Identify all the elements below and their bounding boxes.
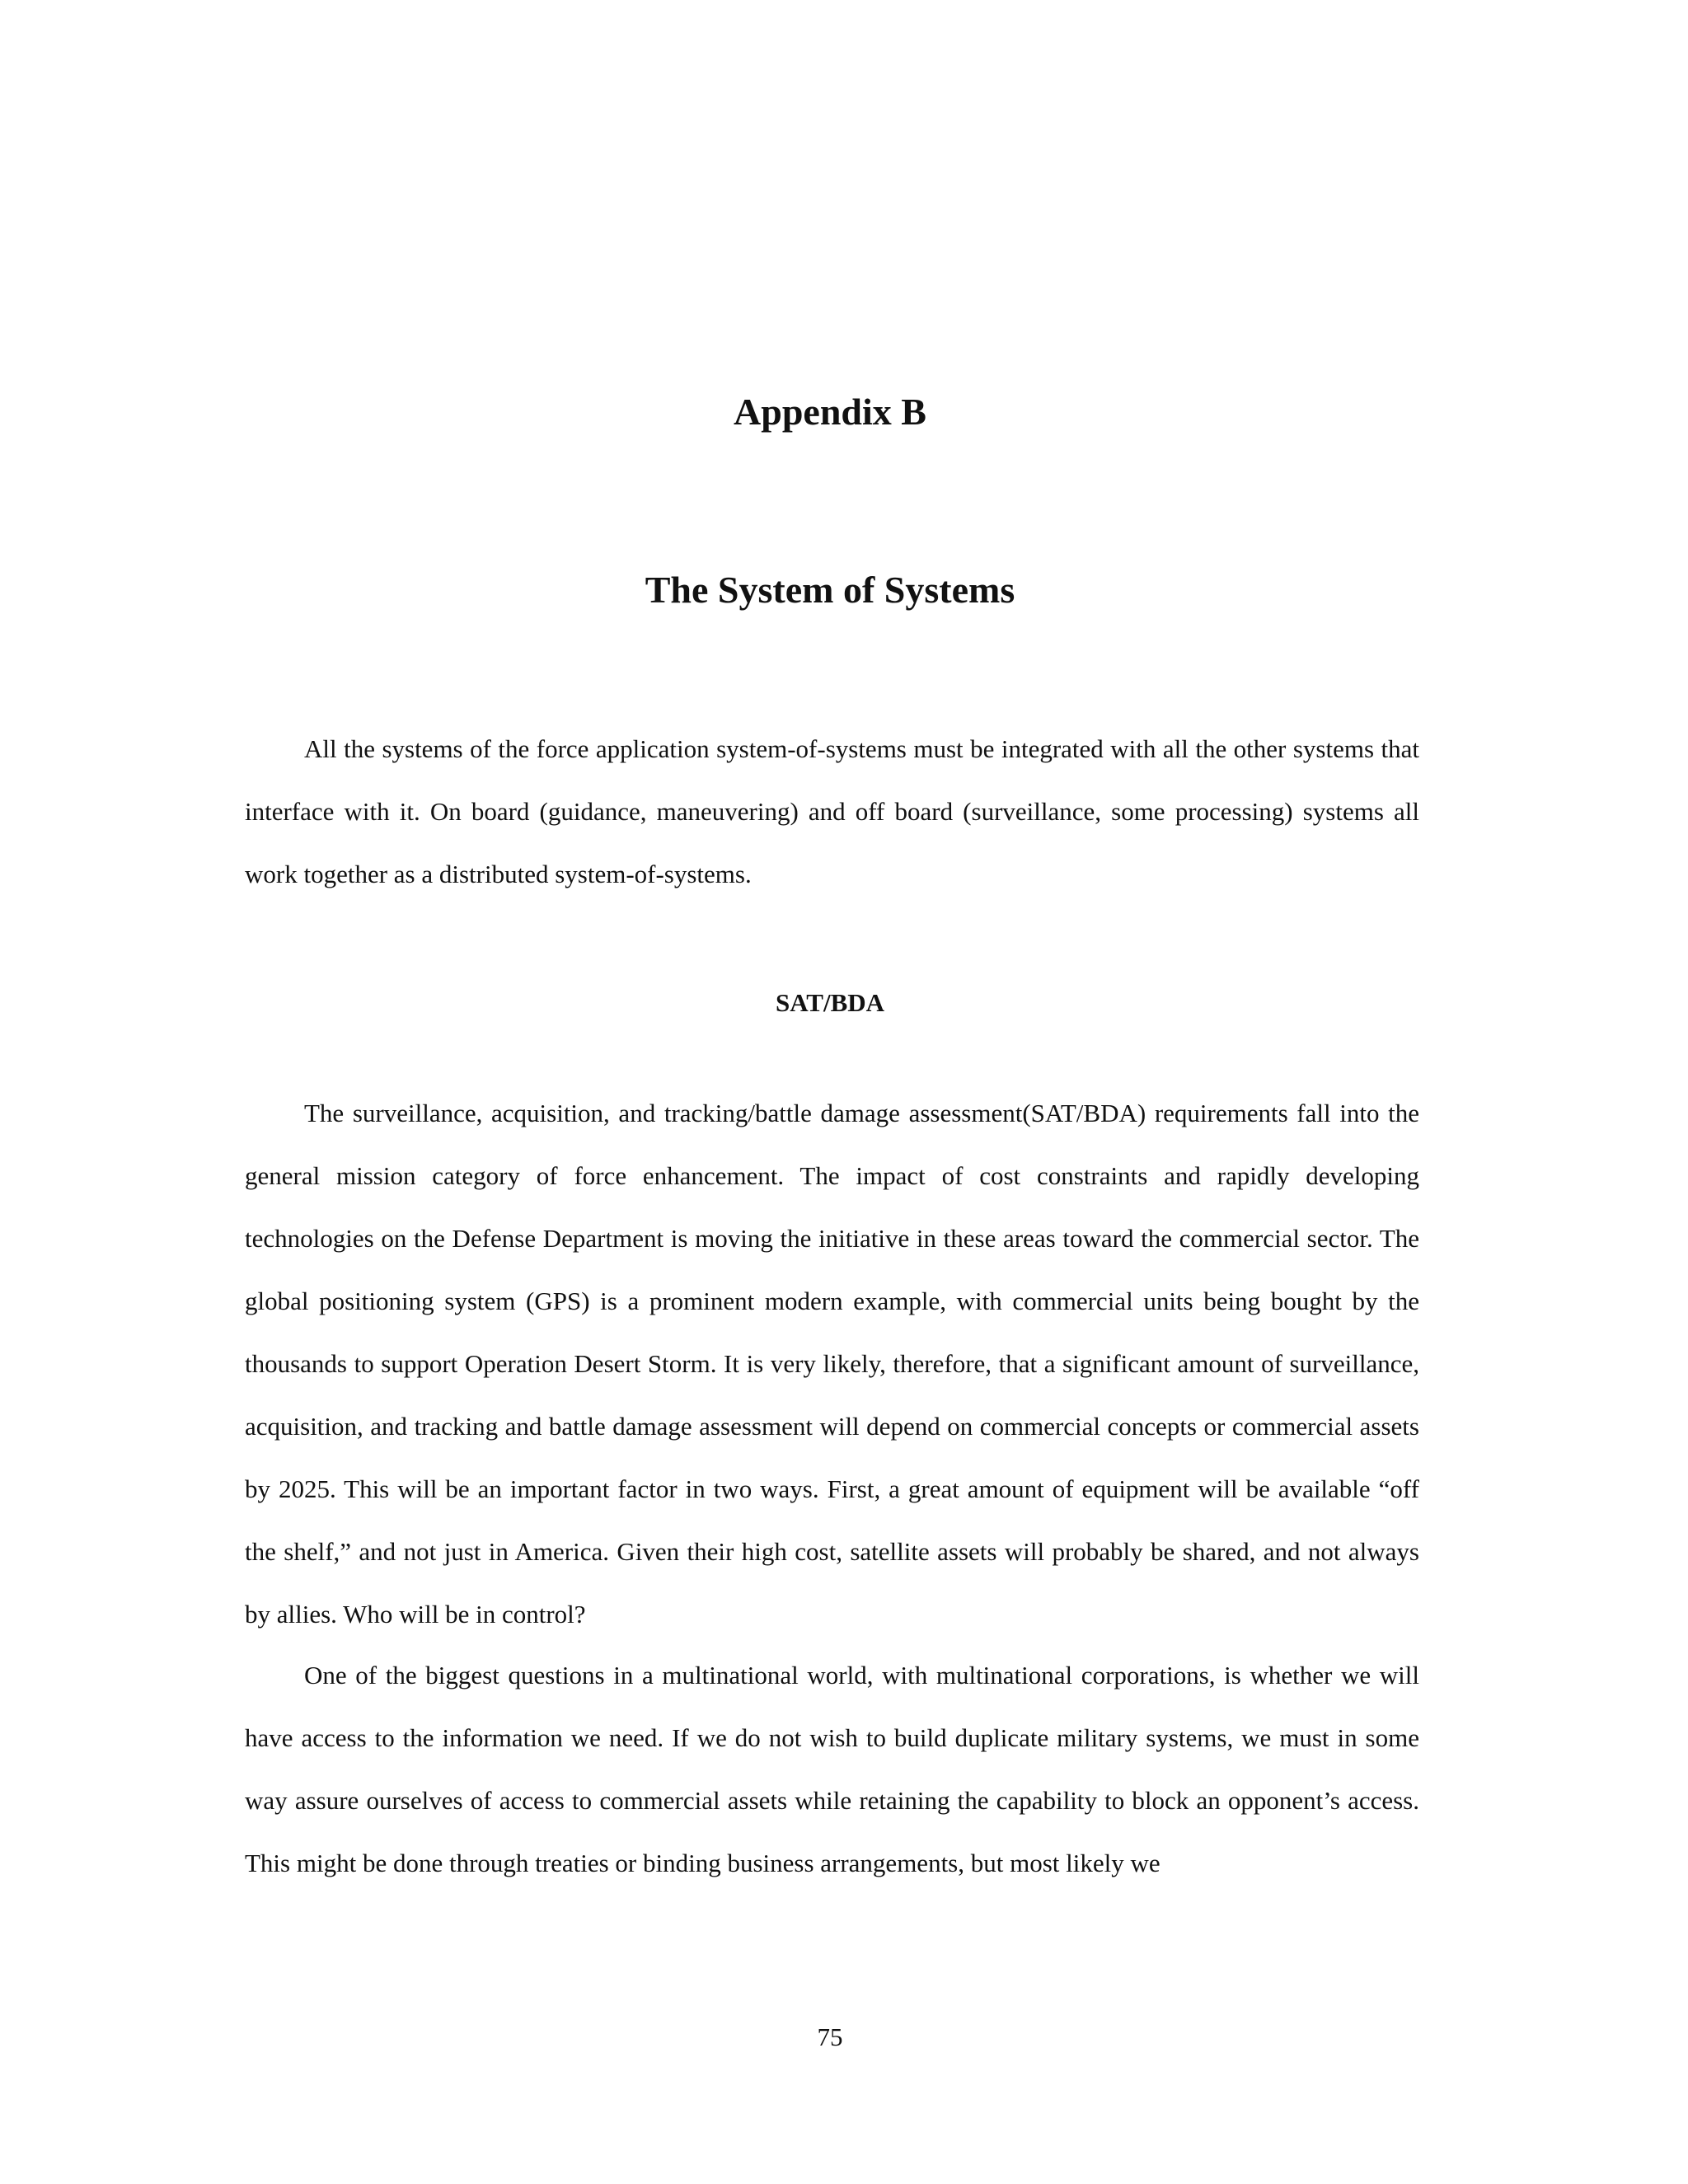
body-paragraph: One of the biggest questions in a multinational world, with multinational corporations, is whether we will have access to the information we need. If we do not wish to build duplicate military systems, we must in some way assure ourselves of access to commercial assets while retaining the capability to block an opponent’s access. This might be done through treaties or binding business arrangements, but most likely we xyxy=(245,1661,1419,1877)
section-heading: SAT/BDA xyxy=(775,988,885,1017)
chapter-title: The System of Systems xyxy=(645,569,1015,611)
appendix-title: Appendix B xyxy=(734,391,926,433)
page-number: 75 xyxy=(817,2022,843,2051)
body-paragraph: The surveillance, acquisition, and tracking/battle damage assessment(SAT/BDA) requirements fall into the general mission category of force enhancement. The impact of cost constraints and rapidly developing technologies on the Defense Department is moving the initiative in these areas toward the commercial sector. The global positioning system (GPS) is a prominent modern example, with commercial units being bought by the thousands to support Operation Desert Storm. It is very likely, therefore, that a significant amount of surveillance, acquisition, and tracking and battle damage assessment will depend on commercial concepts or commercial assets by 2025. This will be an important factor in two ways. First, a great amount of equipment will be available “off the shelf,” and not just in America. Given their high cost, satellite assets will probably be shared, and not always by allies. Who will be in control? xyxy=(245,1099,1419,1629)
intro-paragraph: All the systems of the force application system-of-systems must be integrated with all the other systems that interface with it. On board (guidance, maneuvering) and off board (surveillance, some processing) systems all work together as a distributed system-of-systems. xyxy=(245,734,1419,888)
